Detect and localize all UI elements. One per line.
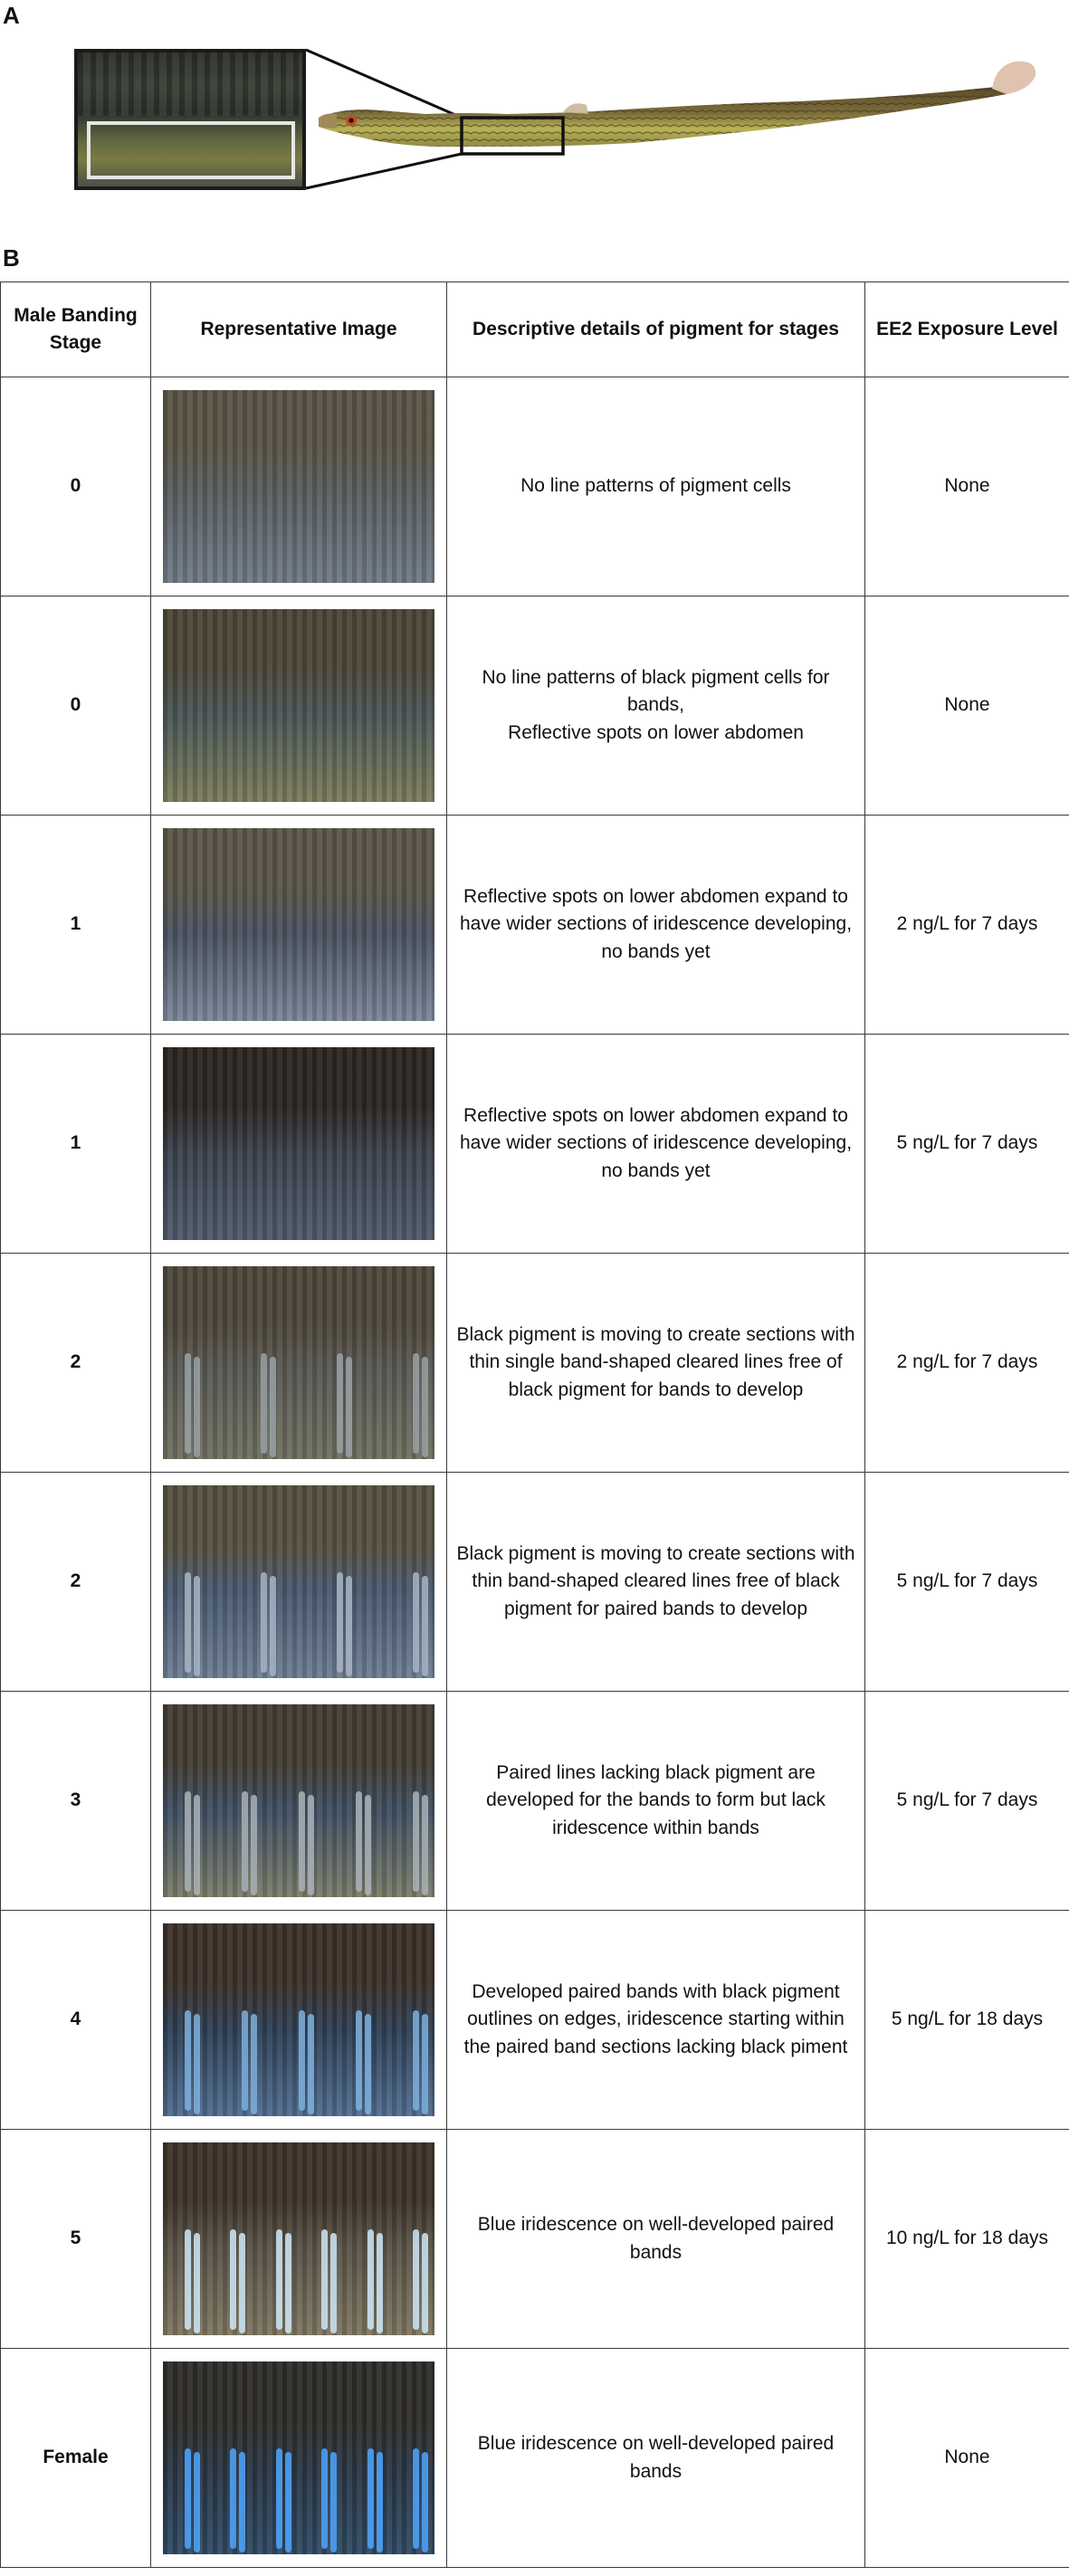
fish-tail-fin	[992, 62, 1036, 94]
image-cell	[151, 1473, 447, 1692]
representative-image	[163, 609, 434, 802]
zoom-line-top	[306, 50, 462, 118]
iridescent-band	[185, 2229, 191, 2330]
description-text: Black pigment is moving to create sections with thin band-shaped cleared lines free of black pigment for paired bands to develop	[456, 1542, 855, 1619]
panel-label-b: B	[3, 244, 20, 272]
iridescent-band	[413, 1353, 419, 1454]
representative-image	[163, 1923, 434, 2116]
table-row	[1, 377, 1069, 596]
exposure-cell: None	[865, 377, 1069, 596]
iridescent-band	[242, 1791, 248, 1892]
iridescent-band	[299, 1791, 305, 1892]
exposure-cell: None	[865, 596, 1069, 816]
table-header-row	[1, 282, 1069, 377]
representative-image	[163, 1047, 434, 1240]
representative-image	[163, 2142, 434, 2335]
image-cell	[151, 377, 447, 596]
description-text: Blue iridescence on well-developed paired bands	[477, 2433, 835, 2482]
table-row	[1, 1035, 1069, 1254]
exposure-cell: 5 ng/L for 7 days	[865, 1692, 1069, 1911]
iridescent-band	[276, 2229, 282, 2330]
stage-cell: 0	[1, 596, 151, 816]
iridescent-band	[367, 2229, 374, 2330]
table-row	[1, 596, 1069, 816]
representative-image	[163, 390, 434, 583]
image-cell	[151, 1254, 447, 1473]
stage-cell: 4	[1, 1911, 151, 2130]
exposure-cell: 10 ng/L for 18 days	[865, 2130, 1069, 2349]
description-cell	[447, 1911, 865, 2130]
banding-stage-table	[0, 281, 1069, 2568]
iridescent-band	[321, 2448, 328, 2549]
header-exposure: EE2 Exposure Level	[865, 282, 1069, 377]
description-text: No line patterns of pigment cells	[520, 475, 791, 497]
image-cell	[151, 1692, 447, 1911]
description-cell	[447, 1692, 865, 1911]
description-cell	[447, 596, 865, 816]
image-texture	[163, 1047, 434, 1240]
iridescent-band	[321, 2229, 328, 2330]
description-cell	[447, 2130, 865, 2349]
table-row	[1, 2130, 1069, 2349]
table-row	[1, 1692, 1069, 1911]
header-image: Representative Image	[151, 282, 447, 377]
header-stage: Male Banding Stage	[1, 282, 151, 377]
iridescent-band	[261, 1572, 267, 1673]
description-text: Black pigment is moving to create sections with thin single band-shaped cleared lines free of black pigment for bands to develop	[456, 1323, 855, 1400]
fish-dorsal-fin	[563, 103, 588, 114]
image-cell	[151, 596, 447, 816]
description-text: Reflective spots on lower abdomen expand to have wider sections of iridescence developing, no bands yet	[459, 885, 853, 962]
table-row	[1, 2349, 1069, 2568]
description-cell	[447, 816, 865, 1035]
exposure-cell: 5 ng/L for 7 days	[865, 1473, 1069, 1692]
fish-overview-figure	[0, 0, 1069, 244]
description-text: Blue iridescence on well-developed paired bands	[477, 2214, 835, 2263]
description-cell	[447, 1035, 865, 1254]
stage-cell: 1	[1, 1035, 151, 1254]
iridescent-band	[185, 2448, 191, 2549]
representative-image	[163, 1704, 434, 1897]
table-row	[1, 1254, 1069, 1473]
image-texture	[163, 2361, 434, 2554]
stage-cell: 0	[1, 377, 151, 596]
iridescent-band	[413, 2448, 419, 2549]
table-body	[1, 377, 1069, 2568]
iridescent-band	[261, 1353, 267, 1454]
stage-cell: 1	[1, 816, 151, 1035]
iridescent-band	[356, 1791, 362, 1892]
table-row	[1, 1911, 1069, 2130]
iridescent-band	[356, 2010, 362, 2111]
header-description: Descriptive details of pigment for stages	[447, 282, 865, 377]
image-texture	[163, 1485, 434, 1678]
description-text: No line patterns of black pigment cells for bands, Reflective spots on lower abdomen	[482, 666, 830, 743]
exposure-cell: 2 ng/L for 7 days	[865, 816, 1069, 1035]
iridescent-band	[413, 2010, 419, 2111]
table-row	[1, 816, 1069, 1035]
description-text: Paired lines lacking black pigment are developed for the bands to form but lack iridescence within bands	[486, 1761, 826, 1838]
representative-image	[163, 1266, 434, 1459]
iridescent-band	[185, 1353, 191, 1454]
fish-illustration	[0, 0, 1069, 244]
fish-body-texture	[319, 87, 1007, 147]
iridescent-band	[185, 1791, 191, 1892]
iridescent-band	[337, 1353, 343, 1454]
iridescent-band	[337, 1572, 343, 1673]
stage-cell: Female	[1, 2349, 151, 2568]
iridescent-band	[413, 1791, 419, 1892]
description-cell	[447, 1473, 865, 1692]
representative-image	[163, 828, 434, 1021]
stage-cell: 2	[1, 1473, 151, 1692]
iridescent-band	[367, 2448, 374, 2549]
image-cell	[151, 1911, 447, 2130]
description-cell	[447, 377, 865, 596]
table-row	[1, 1473, 1069, 1692]
image-texture	[163, 390, 434, 583]
iridescent-band	[185, 1572, 191, 1673]
description-text: Reflective spots on lower abdomen expand to have wider sections of iridescence developing, no bands yet	[459, 1104, 853, 1181]
exposure-cell: None	[865, 2349, 1069, 2568]
description-cell	[447, 1254, 865, 1473]
fish-pupil	[348, 118, 353, 122]
image-texture	[163, 2142, 434, 2335]
iridescent-band	[230, 2229, 236, 2330]
stage-cell: 2	[1, 1254, 151, 1473]
stage-cell: 5	[1, 2130, 151, 2349]
image-cell	[151, 2349, 447, 2568]
exposure-cell: 2 ng/L for 7 days	[865, 1254, 1069, 1473]
panel-label-a: A	[3, 2, 20, 29]
iridescent-band	[413, 2229, 419, 2330]
image-texture	[163, 609, 434, 802]
iridescent-band	[276, 2448, 282, 2549]
description-cell	[447, 2349, 865, 2568]
image-texture	[163, 828, 434, 1021]
zoom-line-bottom	[306, 154, 462, 188]
iridescent-band	[242, 2010, 248, 2111]
image-cell	[151, 2130, 447, 2349]
iridescent-band	[185, 2010, 191, 2111]
image-texture	[163, 1266, 434, 1459]
exposure-cell: 5 ng/L for 7 days	[865, 1035, 1069, 1254]
representative-image	[163, 1485, 434, 1678]
stage-cell: 3	[1, 1692, 151, 1911]
iridescent-band	[230, 2448, 236, 2549]
iridescent-band	[413, 1572, 419, 1673]
fish-snout	[319, 114, 337, 129]
stage-table	[0, 281, 1069, 2568]
image-cell	[151, 816, 447, 1035]
representative-image	[163, 2361, 434, 2554]
exposure-cell: 5 ng/L for 18 days	[865, 1911, 1069, 2130]
image-cell	[151, 1035, 447, 1254]
description-text: Developed paired bands with black pigment outlines on edges, iridescence starting within the paired band sections lacking black piment	[463, 1980, 848, 2057]
iridescent-band	[299, 2010, 305, 2111]
